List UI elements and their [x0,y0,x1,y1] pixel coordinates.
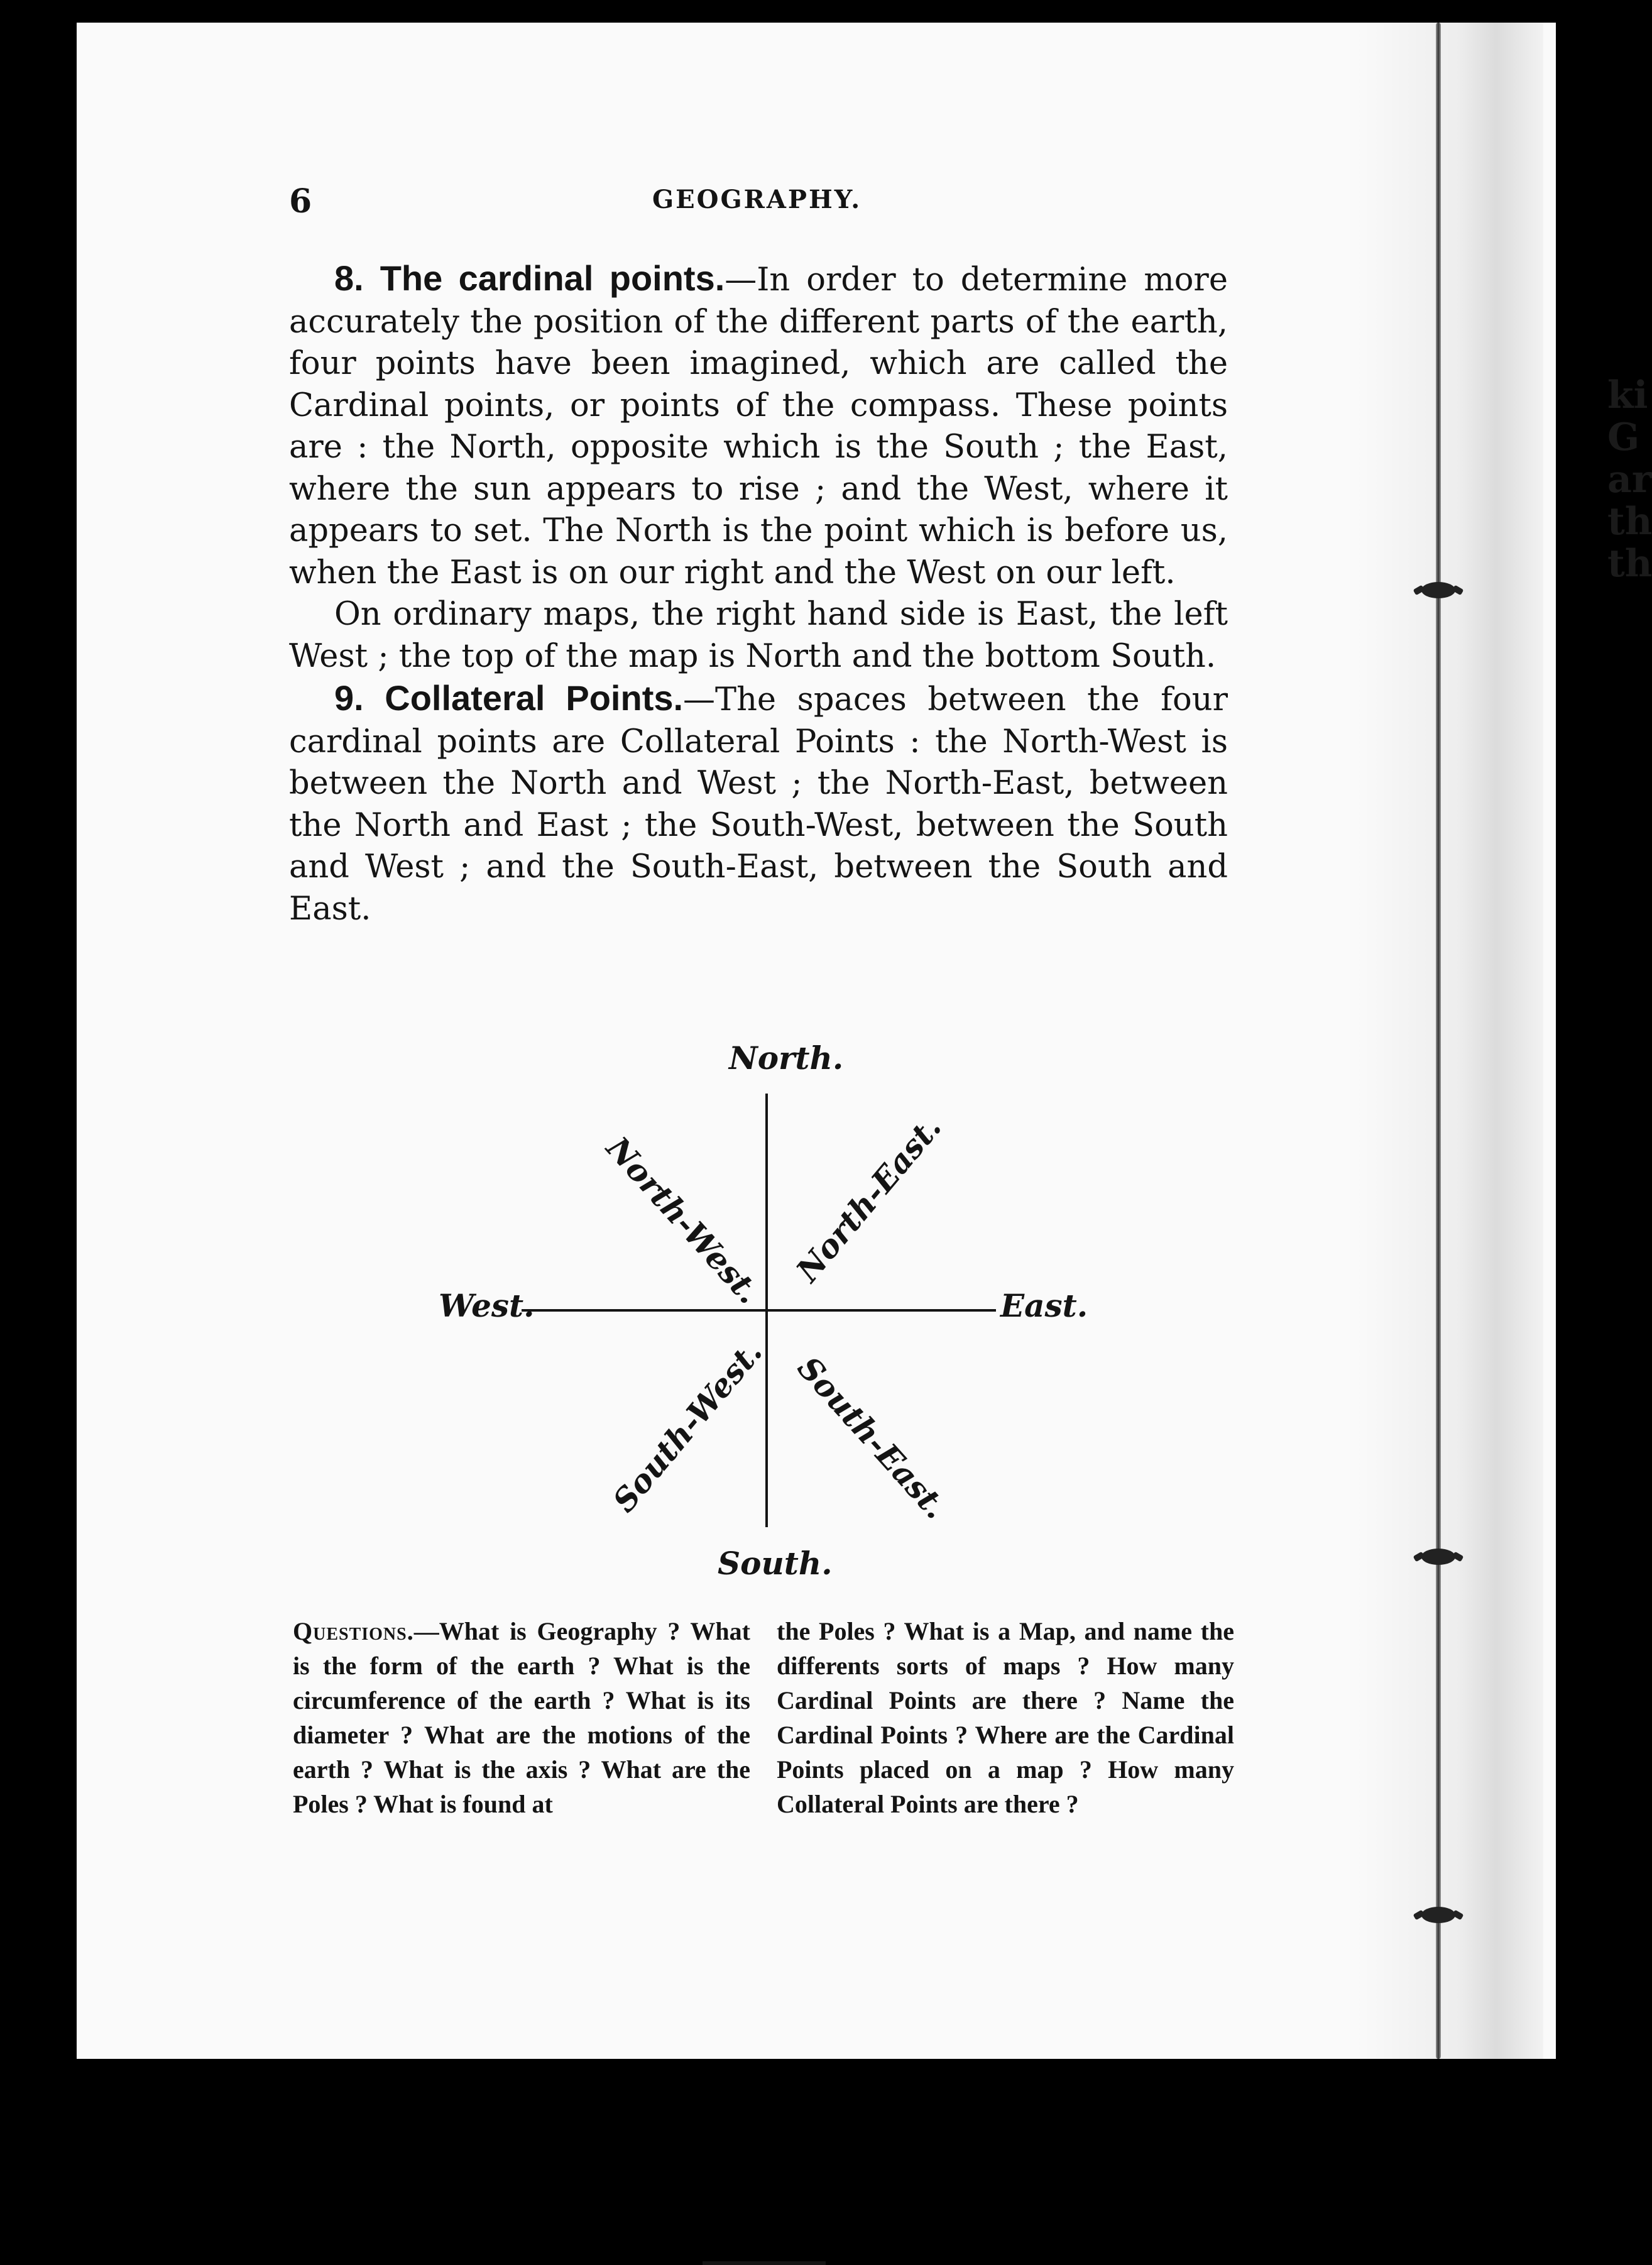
page-number: 6 [289,182,312,221]
running-head [289,182,1232,220]
east-label: East. [1000,1287,1088,1324]
questions-left-column [293,1614,750,1821]
north-label: North. [729,1039,844,1077]
south-label: South. [718,1545,833,1582]
binding-knot [1421,1549,1455,1565]
south-west-label: South-West. [605,1333,770,1520]
west-label: West. [439,1287,535,1324]
section-8-paragraph [289,258,1228,594]
section-number: 8. [334,258,364,298]
south-east-label: South-East. [790,1349,955,1527]
section-text: —The spaces between the four cardinal points are Collateral Points : the North-West is between the North and West ; the North-East, between the North and East ; the South-West, between the South and West ; and the South-East, between the South and East. [289,681,1228,928]
gutter-shadow [1355,23,1543,2059]
compass-diagram [415,1031,1088,1596]
north-east-label: North-East. [789,1109,949,1289]
questions-right-column: the Poles ? What is a Map, and name the differents sorts of maps ? How many Cardinal Points are there ? Name the Cardinal Points ? Where are the Cardinal Points placed on a map ? How many Collateral Points are there ? [777,1617,1234,1818]
questions-left-text: —What is Geography ? What is the form of the earth ? What is the circumference of the earth ? What is its diameter ? What are the motions of the earth ? What is the axis ? What are the Poles ? What is found at [293,1617,750,1818]
facing-page-edge-text: ki G ar th th [1607,373,1652,586]
questions-label: Questions. [293,1617,414,1645]
section-9-paragraph [289,677,1228,930]
end-rule [703,2261,826,2265]
section-number: 9. [334,678,364,718]
binding-knot [1421,1907,1455,1923]
north-west-label: North-West. [599,1129,768,1311]
binding-thread [1436,23,1441,2059]
section-heading: Collateral Points. [385,678,684,718]
body-text [289,258,1228,930]
binding-knot [1421,582,1455,598]
page-title: GEOGRAPHY. [652,185,862,214]
section-8-extra-paragraph: On ordinary maps, the right hand side is East, the left West ; the top of the map is North and the bottom South. [289,596,1228,675]
section-heading: The cardinal points. [380,258,725,298]
section-text: —In order to determine more accurately the position of the different parts of the earth, four points have been imagined, which are called the Cardinal points, or points of the compass. These points are : the North, opposite which is the South ; the East, where the sun appears to rise ; and the West, where it appears to set. The North is the point which is before us, when the East is on our right and the West on our left. [289,261,1228,591]
